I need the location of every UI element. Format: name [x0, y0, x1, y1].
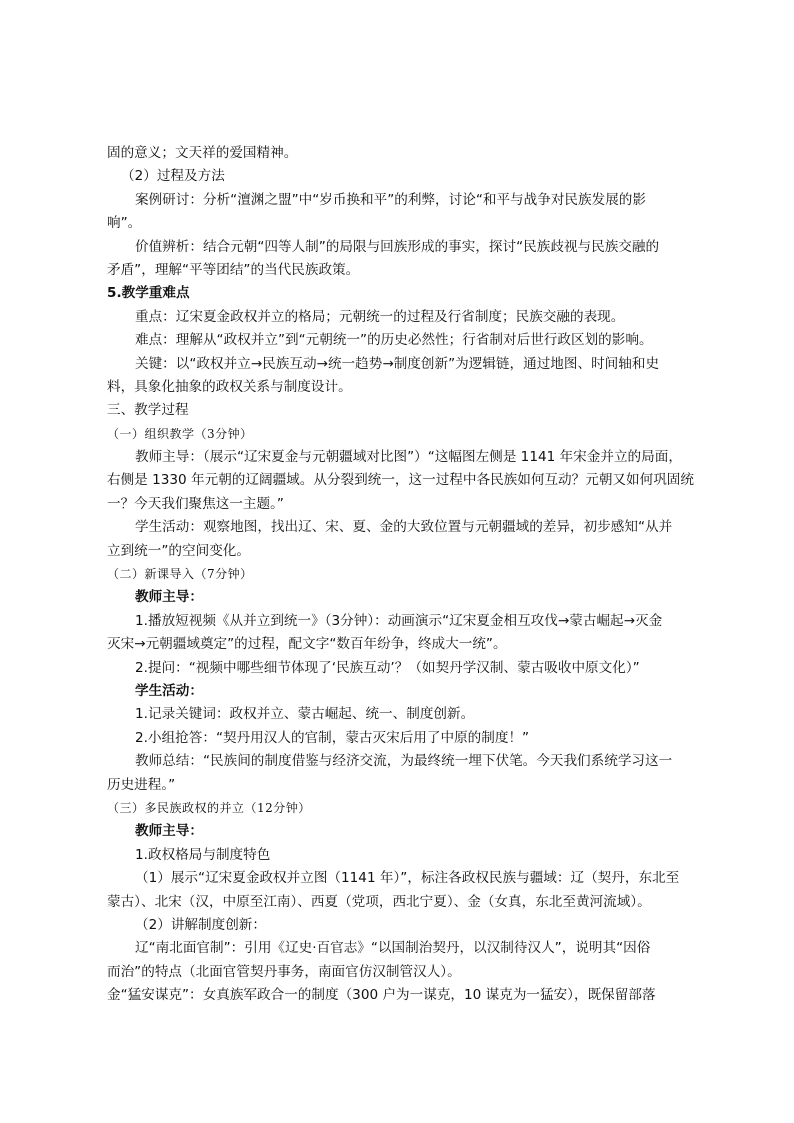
paragraph-line: 2.提问：“视频中哪些细节体现了‘民族互动’？（如契丹学汉制、蒙古吸收中原文化）”	[135, 659, 640, 676]
paragraph-line: 右侧是 1330 年元朝的辽阔疆域。从分裂到统一，这一过程中各民族如何互动？元朝又如何巩固统	[107, 472, 694, 489]
role-label: 教师主导：	[135, 589, 203, 606]
step-heading: （一）组织教学（3分钟）	[107, 426, 253, 441]
step-heading: （二）新课导入（7分钟）	[107, 567, 253, 582]
step-heading: （三）多民族政权的并立（12分钟）	[107, 800, 311, 815]
section-heading: 5.教学重难点	[107, 285, 190, 302]
paragraph-line: 响”。	[107, 215, 142, 232]
paragraph-line: 料，具象化抽象的政权关系与制度设计。	[107, 378, 352, 395]
paragraph-line: 教师总结：“民族间的制度借鉴与经济交流，为最终统一埋下伏笔。今天我们系统学习这一	[135, 753, 673, 770]
paragraph-line: 难点：理解从“政权并立”到“元朝统一”的历史必然性；行省制对后世行政区划的影响。	[135, 332, 653, 349]
paragraph-line: 案例研讨：分析“澶渊之盟”中“岁币换和平”的利弊，讨论“和平与战争对民族发展的影	[135, 191, 646, 208]
paragraph-line: 灭宋→元朝疆域奠定”的过程，配文字“数百年纷争，终成大一统”。	[107, 636, 507, 653]
paragraph-line: 学生活动：观察地图，找出辽、宋、夏、金的大致位置与元朝疆域的差异，初步感知“从并	[135, 519, 673, 536]
role-label: 教师主导：	[135, 823, 203, 840]
paragraph-line: 历史进程。”	[107, 776, 176, 793]
paragraph-line: 2.小组抢答：“契丹用汉人的官制，蒙古灭宋后用了中原的制度！”	[135, 729, 530, 746]
paragraph-line: 矛盾”，理解“平等团结”的当代民族政策。	[107, 261, 360, 278]
paragraph-line: 1.政权格局与制度特色	[135, 846, 271, 863]
paragraph-line: 一？今天我们聚焦这一主题。”	[107, 495, 284, 512]
paragraph-line: 关键：以“政权并立→民族互动→统一趋势→制度创新”为逻辑链，通过地图、时间轴和史	[135, 355, 660, 372]
paragraph-line: 1.记录关键词：政权并立、蒙古崛起、统一、制度创新。	[135, 706, 475, 723]
paragraph-line: 立到统一”的空间变化。	[107, 542, 250, 559]
paragraph-line: 而治”的特点（北面官管契丹事务，南面官仿汉制管汉人）。	[107, 963, 461, 980]
paragraph-line: 蒙古）、北宋（汉，中原至江南）、西夏（党项，西北宁夏）、金（女真，东北至黄河流域）。	[107, 893, 651, 910]
paragraph-line: 重点：辽宋夏金政权并立的格局；元朝统一的过程及行省制度；民族交融的表现。	[135, 308, 625, 325]
chapter-heading: 三、教学过程	[107, 402, 189, 419]
paragraph-line: （2）讲解制度创新：	[135, 916, 266, 933]
paragraph-line: 辽“南北面官制”：引用《辽史·百官志》“以国制治契丹，以汉制待汉人”，说明其“因俗	[135, 940, 651, 957]
subsection-heading: （2）过程及方法	[121, 168, 225, 185]
paragraph-line: 教师主导：（展示“辽宋夏金与元朝疆域对比图”）“这幅图左侧是 1141 年宋金并立的局面，	[135, 449, 682, 466]
role-label: 学生活动：	[135, 682, 203, 699]
paragraph-line: 1.播放短视频《从并立到统一》（3分钟）：动画演示“辽宋夏金相互攻伐→蒙古崛起→灭金	[135, 612, 663, 629]
paragraph-line: 价值辨析：结合元朝“四等人制”的局限与回族形成的事实，探讨“民族歧视与民族交融的	[135, 238, 660, 255]
paragraph-line: 金“猛安谋克”：女真族军政合一的制度（300 户为一谋克，10 谋克为一猛安），既保留部落	[107, 987, 656, 1004]
paragraph-line: （1）展示“辽宋夏金政权并立图（1141 年）”，标注各政权民族与疆域：辽（契丹，东北至	[135, 870, 680, 887]
text-line: 固的意义；文天祥的爱国精神。	[107, 145, 298, 161]
document-body	[107, 142, 697, 1007]
